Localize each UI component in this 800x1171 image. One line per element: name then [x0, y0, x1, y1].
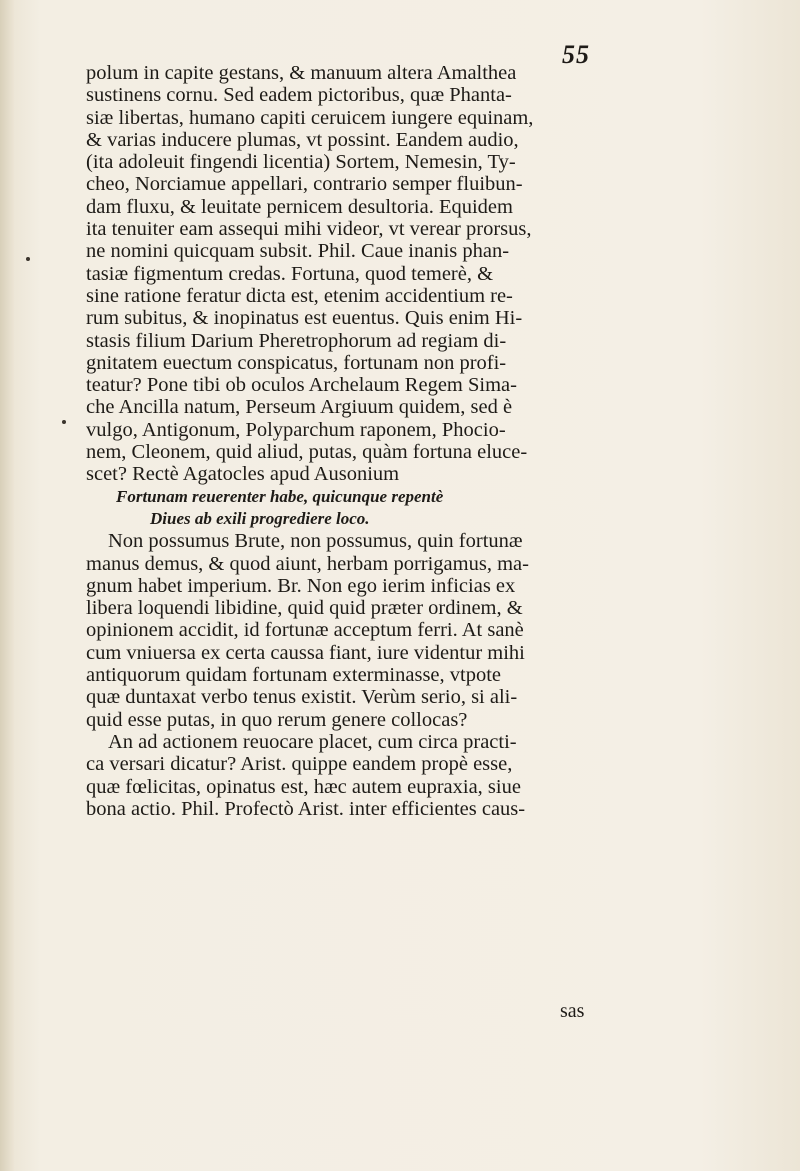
catchword: sas: [560, 1000, 585, 1022]
text-line: dam fluxu, & leuitate pernicem desultoria. Equidem: [86, 195, 513, 218]
text-line: antiquorum quidam fortunam exterminasse, vtpote: [86, 664, 502, 687]
text-line: libera loquendi libidine, quid quid præter ordinem, &: [86, 597, 523, 620]
text-line: & varias inducere plumas, vt possint. Eandem audio,: [86, 128, 519, 151]
ink-dot: [62, 420, 66, 424]
ink-dot: [26, 257, 30, 261]
text-line: cheo, Norciamue appellari, contrario semper fluibun-: [86, 173, 523, 196]
text-line: scet? Rectè Agatocles apud Ausonium: [86, 463, 400, 486]
text-line: sustinens cornu. Sed eadem pictoribus, quæ Phanta-: [86, 84, 512, 107]
text-line: manus demus, & quod aiunt, herbam porrigamus, ma-: [86, 552, 529, 575]
text-line: rum subitus, & inopinatus est euentus. Quis enim Hi-: [86, 307, 523, 330]
verse-line: Fortunam reuerenter habe, quicunque repentè: [116, 486, 444, 506]
text-line: bona actio. Phil. Profectò Arist. inter efficientes caus-: [86, 797, 526, 820]
verse-line: Diues ab exili progrediere loco.: [150, 508, 370, 528]
text-line: nem, Cleonem, quid aliud, putas, quàm fortuna eluce-: [86, 441, 528, 464]
text-line: vulgo, Antigonum, Polyparchum raponem, Phocio-: [86, 418, 506, 441]
text-line: sine ratione feratur dicta est, etenim accidentium re-: [86, 284, 513, 307]
text-line: ne nomini quicquam subsit. Phil. Caue inanis phan-: [86, 240, 510, 263]
text-line: Non possumus Brute, non possumus, quin fortunæ: [108, 530, 523, 553]
binding-gutter: [0, 0, 14, 1171]
text-line: polum in capite gestans, & manuum altera Amalthea: [86, 62, 517, 84]
text-line: ca versari dicatur? Arist. quippe eandem propè esse,: [86, 753, 513, 776]
text-line: ita tenuiter eam assequi mihi videor, vt verear prorsus,: [86, 218, 532, 241]
text-line: An ad actionem reuocare placet, cum circa practi-: [108, 730, 517, 753]
text-line: quæ fœlicitas, opinatus est, hæc autem eupraxia, siue: [86, 775, 521, 798]
text-line: teatur? Pone tibi ob oculos Archelaum Regem Sima-: [86, 374, 517, 397]
text-line: (ita adoleuit fingendi licentia) Sortem, Nemesin, Ty-: [86, 151, 516, 174]
text-line: che Ancilla natum, Perseum Argiuum quidem, sed è: [86, 396, 513, 419]
body-text: [86, 62, 626, 820]
text-line: gnum habet imperium. Br. Non ego ierim inficias ex: [86, 574, 516, 597]
text-line: tasiæ figmentum credas. Fortuna, quod temerè, &: [86, 262, 494, 285]
text-line: quid esse putas, in quo rerum genere collocas?: [86, 708, 468, 731]
text-line: stasis filium Darium Pheretrophorum ad regiam di-: [86, 329, 507, 352]
text-line: quæ duntaxat verbo tenus existit. Verùm serio, si ali-: [86, 686, 518, 709]
page-number: 55: [562, 40, 590, 69]
text-line: siæ libertas, humano capiti ceruicem iungere equinam,: [86, 106, 534, 129]
text-line: cum vniuersa ex certa caussa fiant, iure videntur mihi: [86, 641, 525, 664]
text-line: opinionem accidit, id fortunæ acceptum ferri. At sanè: [86, 619, 524, 642]
text-line: gnitatem euectum conspicatus, fortunam non profi-: [86, 351, 507, 374]
